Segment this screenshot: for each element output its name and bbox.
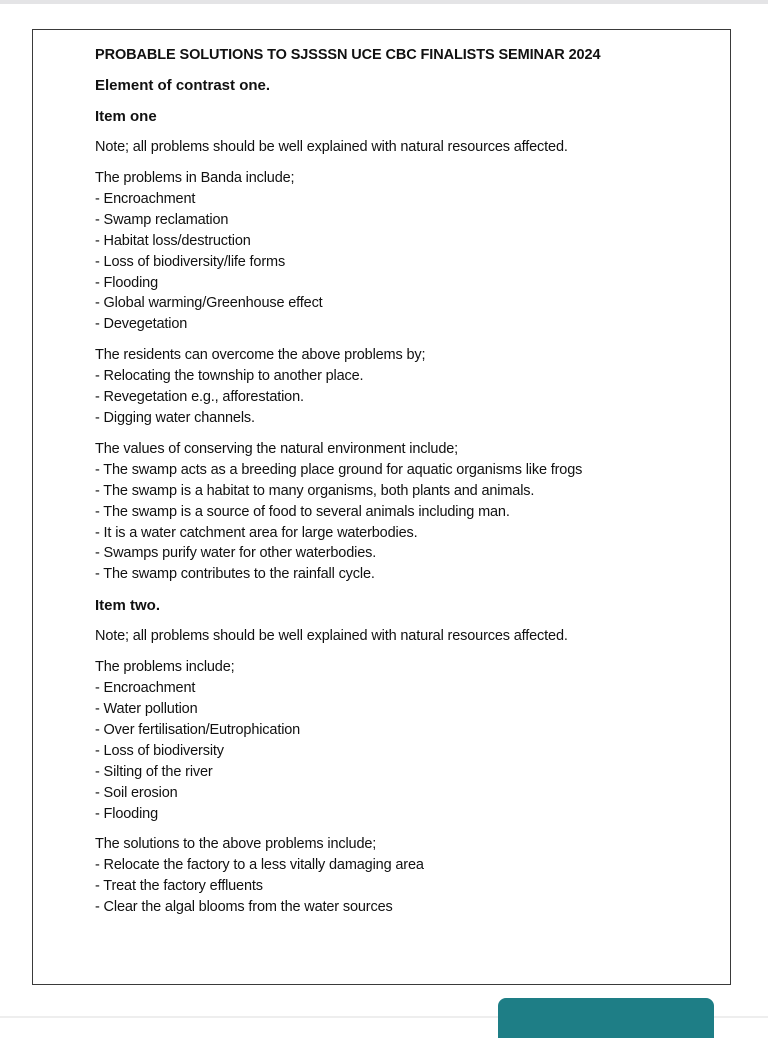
list-item: - Soil erosion: [95, 784, 178, 801]
item-one-problems-block: [95, 168, 725, 335]
list-item: - Encroachment: [95, 680, 196, 697]
list-item: - The swamp contributes to the rainfall cycle.: [95, 566, 375, 583]
list-item: - Relocate the factory to a less vitally damaging area: [95, 857, 424, 874]
list-item: - Over fertilisation/Eutrophication: [95, 721, 301, 738]
item-one-overcome-block: [95, 345, 725, 429]
top-toolbar-edge: [0, 0, 768, 4]
item-one-note: Note; all problems should be well explained with natural resources affected.: [95, 139, 568, 155]
item-two-solutions-intro: The solutions to the above problems include;: [95, 836, 377, 853]
list-item: - Relocating the township to another place.: [95, 368, 364, 385]
item-two-solutions-block: [95, 834, 725, 918]
item-two-problems-block: [95, 657, 725, 824]
list-item: - Swamps purify water for other waterbodies.: [95, 545, 377, 562]
list-item: - Revegetation e.g., afforestation.: [95, 389, 304, 406]
list-item: - The swamp is a source of food to several animals including man.: [95, 503, 510, 520]
list-item: - Encroachment: [95, 190, 196, 207]
list-item: - Loss of biodiversity: [95, 742, 224, 759]
list-item: - Water pollution: [95, 701, 198, 718]
item-one-heading: Item one: [95, 108, 157, 125]
list-item: - Habitat loss/destruction: [95, 232, 251, 249]
list-item: - Swamp reclamation: [95, 211, 229, 228]
list-item: - Digging water channels.: [95, 409, 255, 426]
item-one-overcome-intro: The residents can overcome the above problems by;: [95, 347, 426, 364]
element-heading: Element of contrast one.: [95, 77, 271, 94]
list-item: - Global warming/Greenhouse effect: [95, 295, 323, 312]
item-one-problems-intro: The problems in Banda include;: [95, 170, 295, 186]
list-item: - It is a water catchment area for large waterbodies.: [95, 524, 418, 541]
item-two-note: Note; all problems should be well explained with natural resources affected.: [95, 628, 568, 645]
list-item: - Flooding: [95, 805, 158, 822]
list-item: - Treat the factory effluents: [95, 878, 263, 895]
document-page: [32, 29, 731, 985]
list-item: - Devegetation: [95, 316, 188, 333]
list-item: - Flooding: [95, 274, 158, 291]
item-one-values-block: [95, 439, 725, 585]
item-two-problems-intro: The problems include;: [95, 659, 235, 676]
list-item: - Clear the algal blooms from the water sources: [95, 899, 393, 916]
document-title: PROBABLE SOLUTIONS TO SJSSSN UCE CBC FINALISTS SEMINAR 2024: [95, 47, 601, 63]
item-two-heading: Item two.: [95, 597, 161, 615]
list-item: - Loss of biodiversity/life forms: [95, 253, 286, 270]
list-item: - The swamp acts as a breeding place ground for aquatic organisms like frogs: [95, 461, 583, 478]
floating-action-button[interactable]: [498, 998, 714, 1038]
list-item: - The swamp is a habitat to many organisms, both plants and animals.: [95, 482, 535, 499]
list-item: - Silting of the river: [95, 763, 213, 780]
document-content: [95, 44, 725, 918]
item-one-values-intro: The values of conserving the natural environment include;: [95, 440, 459, 457]
